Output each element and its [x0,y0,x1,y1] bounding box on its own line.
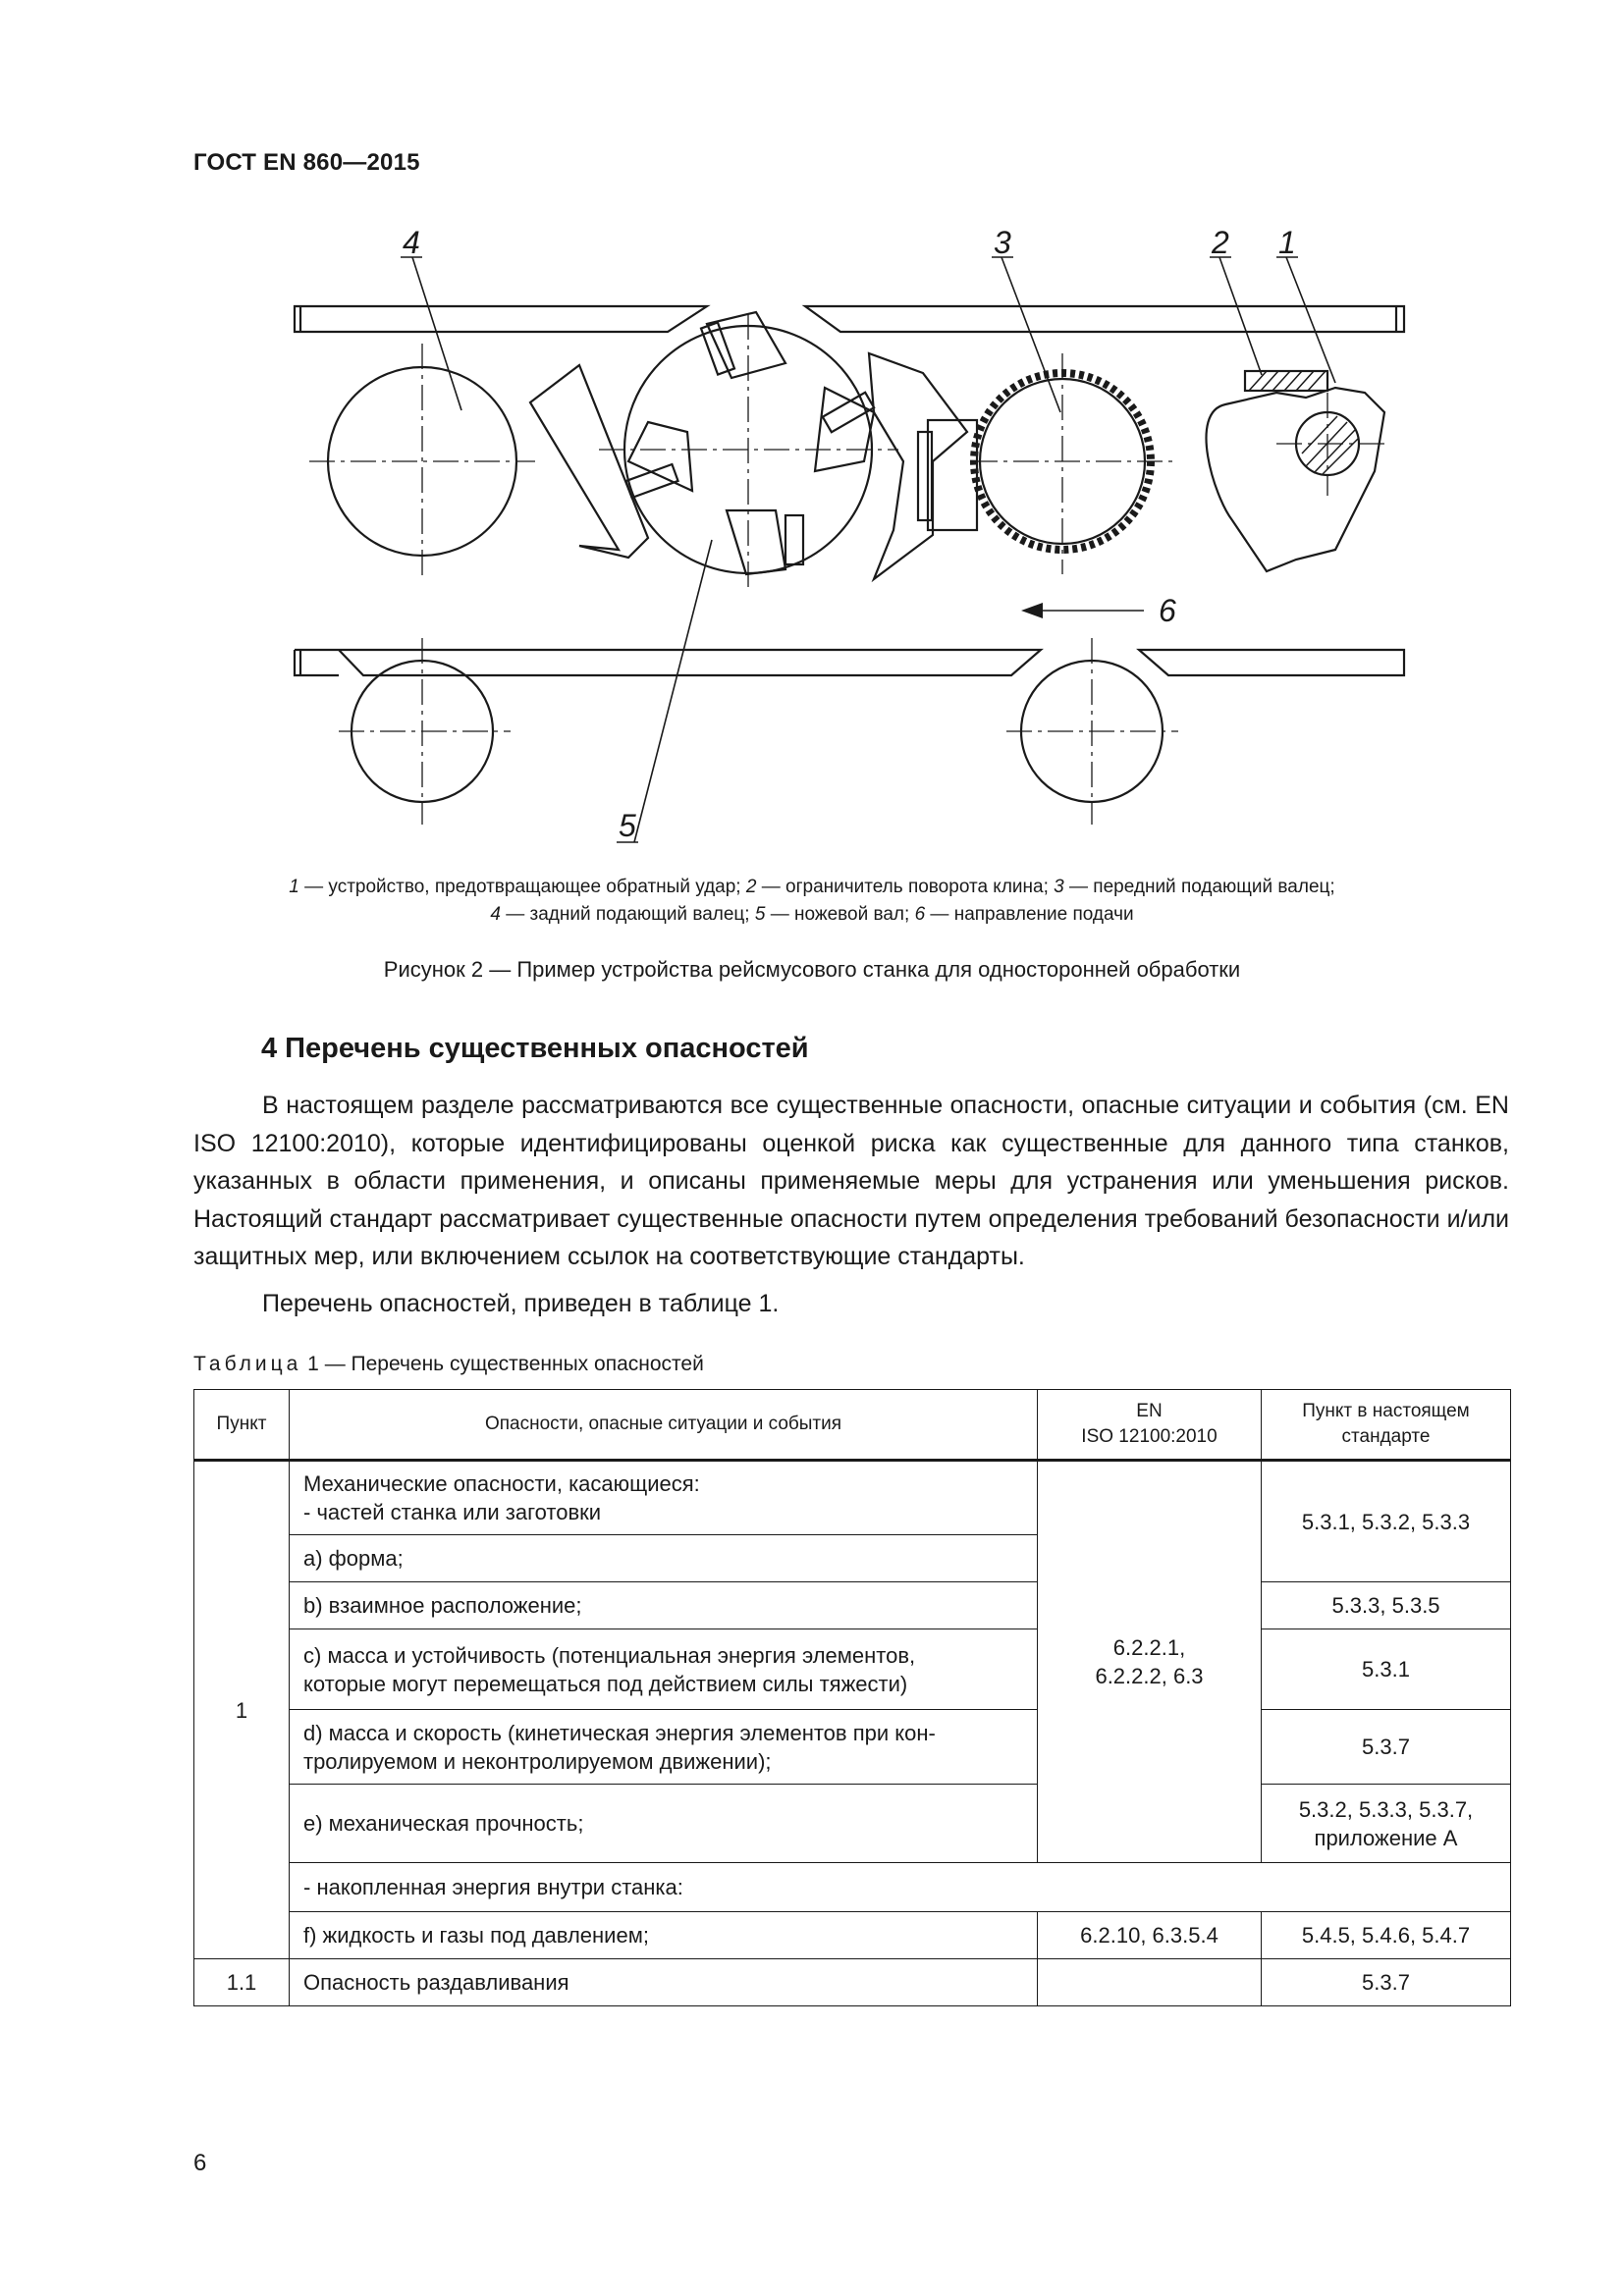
cell-clause-c: 5.3.1 [1262,1629,1511,1710]
table-row [194,1959,1511,2006]
cell-b: b) взаимное расположение; [290,1582,1038,1629]
table-row [194,1863,1511,1912]
cell-stored-energy: - накопленная энергия внутри станка: [290,1863,1511,1912]
table-caption [193,1353,704,1376]
pressure-shoe [928,420,977,530]
legend-num: 3 [1054,877,1064,897]
callout-6: 6 [1159,593,1176,628]
legend-text: — устройство, предотвращающее обратный удар; [298,877,746,897]
legend-line-2 [177,901,1447,929]
table-caption-word: Таблица [193,1353,302,1375]
c-line2: которые могут перемещаться под действием силы тяжести) [303,1671,908,1696]
cl-e-line2: приложение А [1314,1825,1458,1850]
planer-diagram [0,0,1624,864]
d-line2: тролируемом и неконтролируемом движении); [303,1748,772,1774]
section-paragraph-2: Перечень опасностей, приведен в таблице 1. [262,1290,780,1317]
section-paragraph: В настоящем разделе рассматриваются все существенные опасности, опасные ситуации и события (см. EN ISO 12100:2010), которые идентифицированы оценкой риска как существенные для данного типа станков, указанных в области применения, и описаны применяемые меры для устранения или уменьшения рисков. Настоящий стандарт рассматривает существенные опасности путем определения требований безопасности и/или защитных мер, или включением ссылок на соответствующие стандарты. [193,1092,1509,1270]
header-en-iso [1038,1390,1262,1461]
legend-line-1 [177,874,1447,901]
table-row [194,1461,1511,1535]
cell-en-1-1 [1038,1959,1262,2006]
header-en-line1: EN [1136,1401,1163,1421]
anti-kickback-device [1207,388,1384,571]
table-caption-text: 1 — Перечень существенных опасностей [301,1353,704,1375]
cl-e-line1: 5.3.2, 5.3.3, 5.3.7, [1298,1796,1474,1822]
legend-text: — направление подачи [925,904,1134,925]
cell-f: f) жидкость и газы под давлением; [290,1912,1038,1959]
header-en-line2: ISO 12100:2010 [1081,1426,1218,1447]
table-row [194,1582,1511,1629]
header-clause [1262,1390,1511,1461]
header-clause-line1: Пункт в настоящем [1302,1401,1470,1421]
legend-num: 2 [745,877,757,897]
table-row [194,1629,1511,1710]
page-number: 6 [193,2150,207,2176]
c-line1: c) масса и устойчивость (потенциальная энергия элементов, [303,1642,916,1668]
cell-e: e) механическая прочность; [290,1785,1038,1863]
cell-clause-b: 5.3.3, 5.3.5 [1262,1582,1511,1629]
d-line1: d) масса и скорость (кинетическая энергия элементов при кон- [303,1720,936,1745]
header-hazards: Опасности, опасные ситуации и события [290,1390,1038,1461]
legend-text: — задний подающий валец; [500,904,755,925]
cell-a: a) форма; [290,1535,1038,1582]
cell-d [290,1710,1038,1785]
cell-en-group [1038,1461,1262,1863]
section-title: 4 Перечень существенных опасностей [261,1033,809,1064]
callout-3: 3 [994,225,1011,260]
cell-clause-f: 5.4.5, 5.4.6, 5.4.7 [1262,1912,1511,1959]
legend-text: — ограничитель поворота клина; [756,877,1055,897]
header-clause-line2: стандарте [1341,1426,1431,1447]
cell-clause-mech: 5.3.1, 5.3.2, 5.3.3 [1262,1461,1511,1582]
table-row [194,1912,1511,1959]
legend-num: 4 [490,904,501,925]
legend-text: — передний подающий валец; [1063,877,1335,897]
callout-5: 5 [619,808,636,843]
legend-num: 5 [754,904,766,925]
table-header-row [194,1390,1511,1461]
mech-line1: Механические опасности, касающиеся: [303,1471,700,1496]
en-group-line1: 6.2.2.1, [1112,1635,1186,1660]
legend-text: — ножевой вал; [765,904,915,925]
legend-num: 1 [289,877,299,897]
figure-caption: Рисунок 2 — Пример устройства рейсмусового станка для односторонней обработки [383,957,1241,982]
lower-plate-right [1139,650,1404,675]
callout-2: 2 [1212,225,1229,260]
hazards-table [193,1389,1511,2006]
cell-item-1-1: 1.1 [194,1959,290,2006]
callout-1: 1 [1278,225,1296,260]
cell-item-1: 1 [194,1461,290,1959]
mech-line2: - частей станка или заготовки [303,1500,602,1524]
cell-clause-1-1: 5.3.7 [1262,1959,1511,2006]
legend-num: 6 [914,904,926,925]
table-row [194,1785,1511,1863]
document-header: ГОСТ EN 860—2015 [193,149,420,176]
cell-crush: Опасность раздавливания [290,1959,1038,2006]
cell-clause-e [1262,1785,1511,1863]
en-group-line2: 6.2.2.2, 6.3 [1095,1664,1204,1688]
upper-plate-left [295,306,707,332]
cell-en-f: 6.2.10, 6.3.5.4 [1038,1912,1262,1959]
cell-c [290,1629,1038,1710]
callout-4: 4 [403,225,420,260]
table-row [194,1710,1511,1785]
header-item: Пункт [194,1390,290,1461]
figure-legend [177,874,1447,929]
cell-mechanical [290,1461,1038,1535]
cell-clause-d: 5.3.7 [1262,1710,1511,1785]
